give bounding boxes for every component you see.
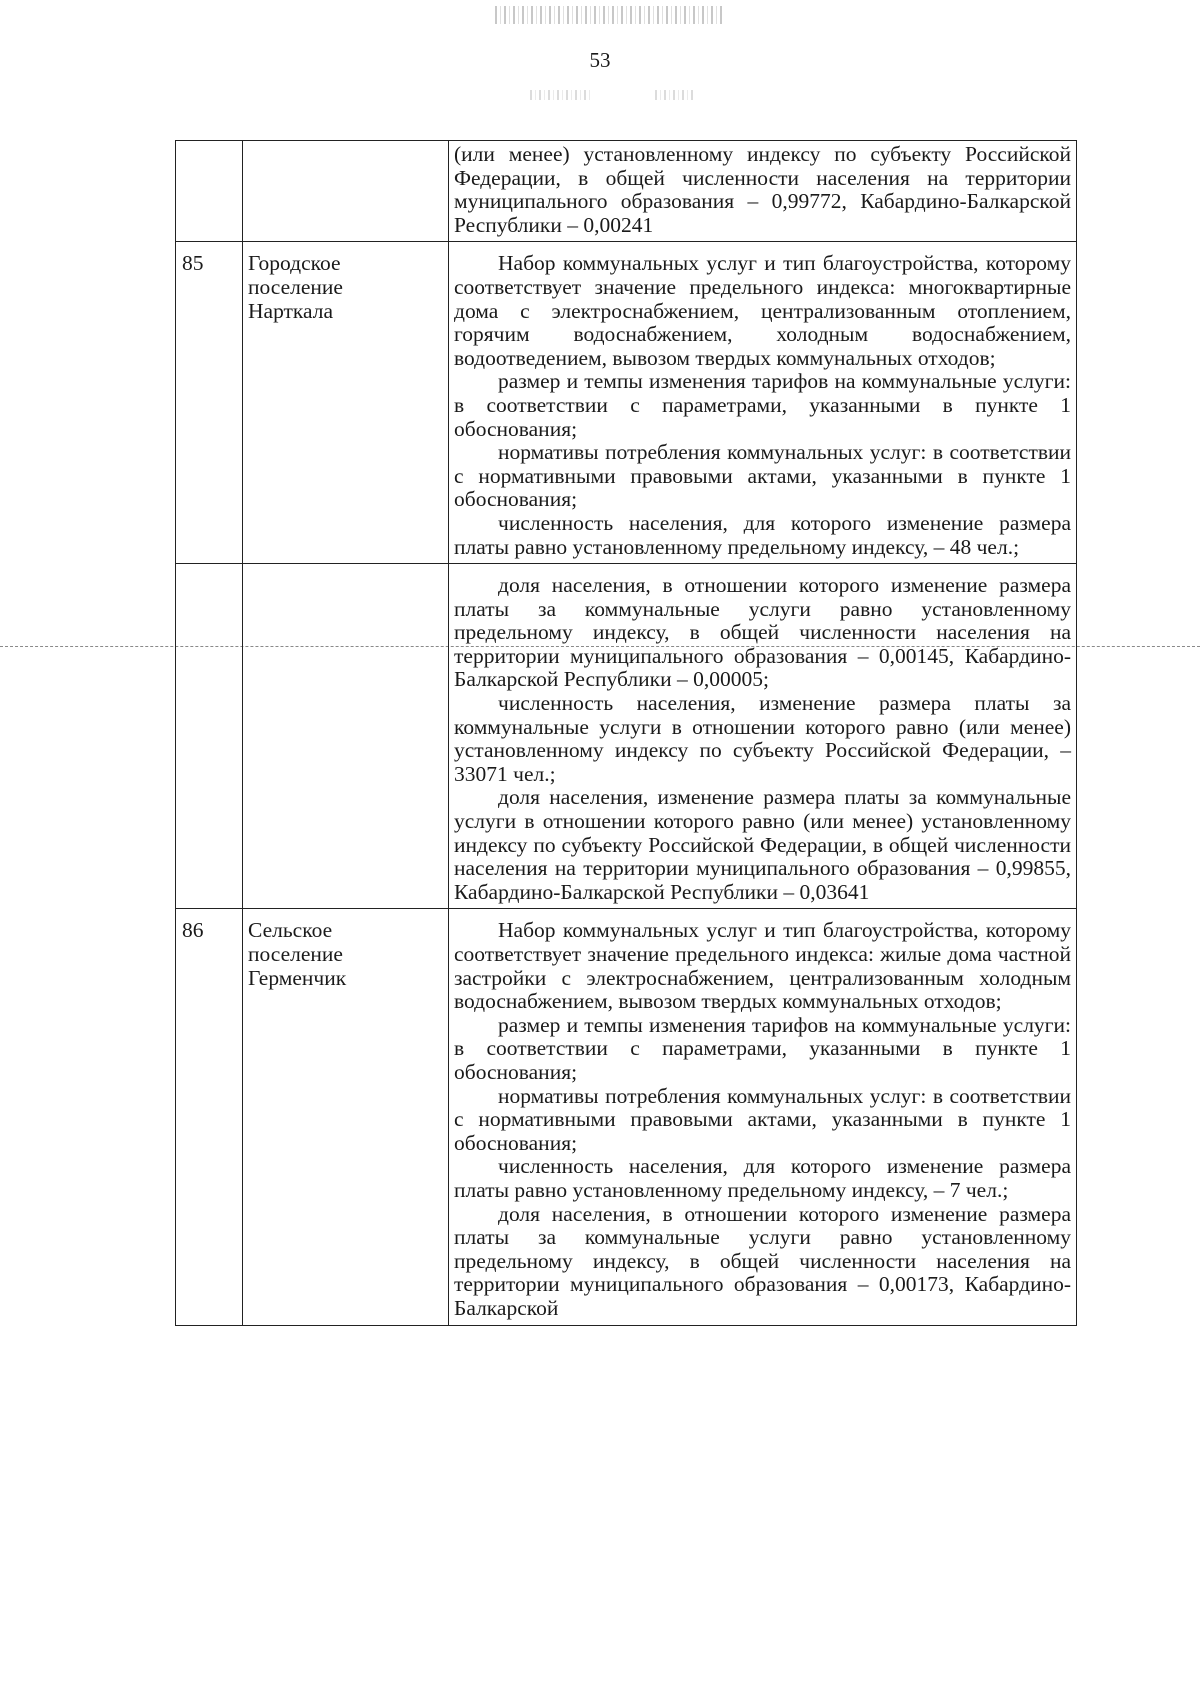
description-cell [449, 564, 1077, 909]
municipality-name [243, 242, 449, 564]
description-paragraph: Набор коммунальных услуг и тип благоустройства, которому соответствует значение предельного индекса: жилые дома частной застройки с электроснабжением, централизованным холодным водоснабжением, вывозом твердых коммунальных отходов; [454, 918, 1071, 1014]
description-paragraph: численность населения, для которого изменение размера платы равно установленному предельному индексу, – 48 чел.; [454, 510, 1071, 559]
description-paragraph: доля населения, в отношении которого изменение размера платы за коммунальные услуги равно установленному предельному индексу, в общей численности населения на территории муниципального образования – 0,00145, Кабардино-Балкарской Республики – 0,00005; [454, 573, 1071, 692]
table-row [176, 242, 1077, 564]
description-paragraph: размер и темпы изменения тарифов на коммунальные услуги: в соответствии с параметрами, указанными в пункте 1 обоснования; [454, 369, 1071, 441]
description-cell [449, 141, 1077, 242]
description-paragraph: численность населения, изменение размера платы за коммунальные услуги в отношении которого равно (или менее) установленному индексу по субъекту Российской Федерации, – 33071 чел.; [454, 691, 1071, 786]
description-paragraph: численность населения, для которого изменение размера платы равно установленному предельному индексу, – 7 чел.; [454, 1154, 1071, 1202]
municipality-name [243, 564, 449, 909]
description-paragraph: (или менее) установленному индексу по субъекту Российской Федерации, в общей численности населения на территории муниципального образования – 0,99772, Кабардино-Балкарской Республики – 0,00241 [454, 142, 1071, 237]
scan-artifact-left [530, 90, 590, 100]
table-row [176, 564, 1077, 909]
description-cell [449, 242, 1077, 564]
description-paragraph: Набор коммунальных услуг и тип благоустройства, которому соответствует значение предельного индекса: многоквартирные дома с электроснабжением, централизованным отоплением, горячим водоснабжением, холодным водоснабжением, водоотведением, вывозом твердых коммунальных отходов; [454, 251, 1071, 370]
page-number: 53 [589, 48, 611, 72]
document-table [175, 140, 1077, 1326]
row-number [176, 141, 243, 242]
scan-artifact-top [495, 6, 725, 24]
row-number: 85 [176, 242, 243, 564]
document-table-body [176, 141, 1077, 1326]
municipality-name-line: поселение [248, 942, 343, 966]
description-paragraph: размер и темпы изменения тарифов на коммунальные услуги: в соответствии с параметрами, указанными в пункте 1 обоснования; [454, 1012, 1071, 1084]
municipality-name-line: поселение [248, 274, 343, 299]
table-row [176, 141, 1077, 242]
municipality-name-line: Нарткала [248, 298, 334, 323]
municipality-name-line: Герменчик [248, 965, 347, 990]
municipality-name [243, 141, 449, 242]
description-paragraph: доля населения, в отношении которого изменение размера платы за коммунальные услуги равно установленному предельному индексу, в общей численности населения на территории муниципального образования – 0,00173, Кабардино-Балкарской [454, 1201, 1071, 1320]
description-paragraph: доля населения, изменение размера платы за коммунальные услуги в отношении которого равно (или менее) установленному индексу по субъекту Российской Федерации, в общей численности населения на территории муниципального образования – 0,99855, Кабардино-Балкарской Республики – 0,03641 [454, 785, 1071, 904]
row-number: 86 [176, 909, 243, 1325]
table-row [176, 909, 1077, 1325]
scan-artifact-right [655, 90, 695, 100]
row-number [176, 564, 243, 909]
description-paragraph: нормативы потребления коммунальных услуг: в соответствии с нормативными правовыми актами, указанными в пункте 1 обоснования; [454, 440, 1071, 512]
municipality-name-line: Городское [248, 251, 341, 276]
municipality-name-line: Сельское [248, 918, 333, 943]
description-cell [449, 909, 1077, 1325]
municipality-name [243, 909, 449, 1325]
description-paragraph: нормативы потребления коммунальных услуг: в соответствии с нормативными правовыми актами, указанными в пункте 1 обоснования; [454, 1083, 1071, 1155]
